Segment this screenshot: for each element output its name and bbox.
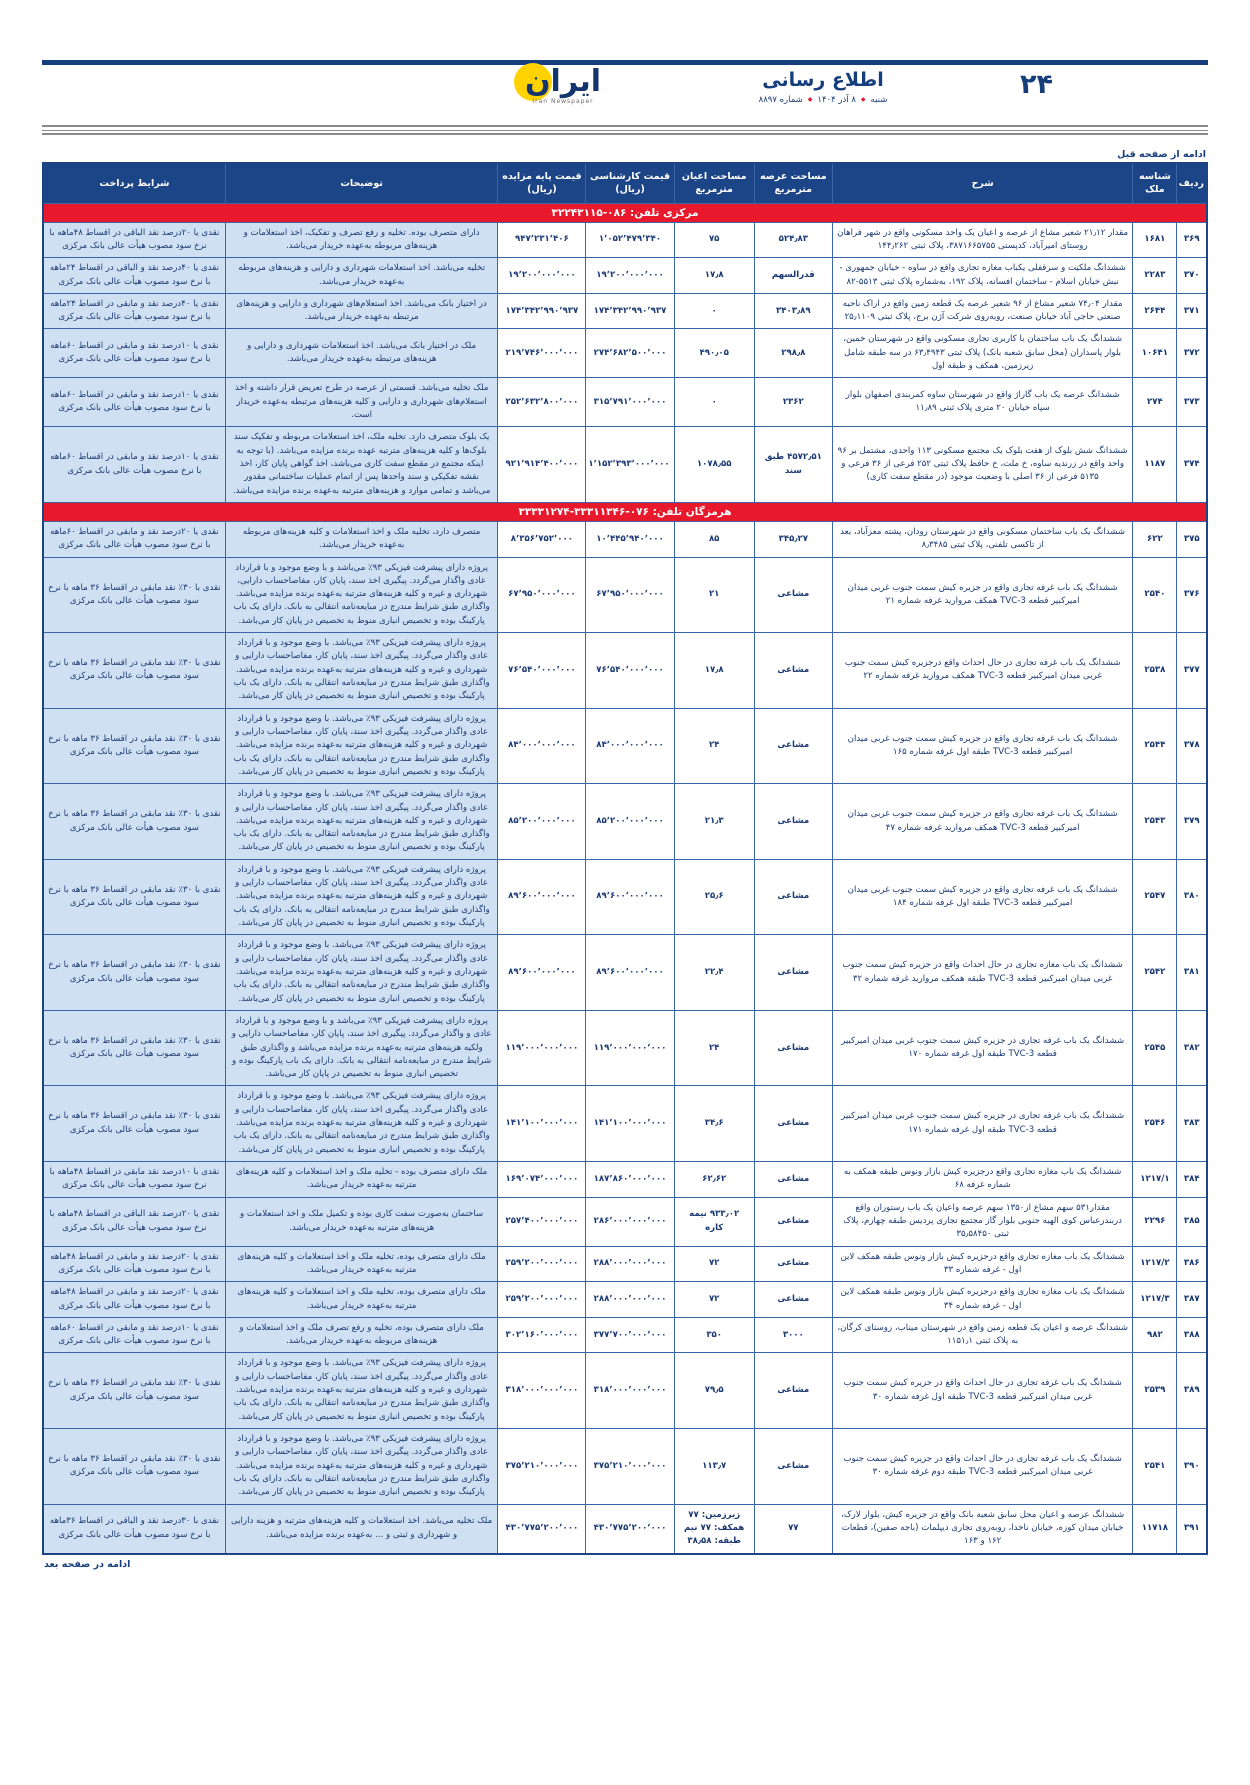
r-sharh: ششدانگ یک باب غرفه تجاری در جزیره کیش سمت جنوب غربی میدان امیرکبیر قطعه TVC-3 طبقه اول غرفه شماره ۱۷۰ [832,1010,1133,1086]
r-arseh: مشاعی [754,1010,832,1086]
r-arseh: ۲۳۶۲ [754,378,832,427]
r-arseh: ۴۵۷۲٫۵۱ طبق سند [754,427,832,503]
r-id: ۱۱۷۱۸ [1133,1504,1177,1553]
r-sharh: مقدار۵۳۱ سهم مشاع از۱۳۵۰ سهم عرصه واعیان یک باب رستوران واقع دربندرعباس کوی الهیه جنوبی بلوار گاز مجتمع تجاری پردیس طبقه چهارم، پلاک ثبتی ۳۵٫۵۸۴۵۰ [832,1197,1133,1246]
r-paye: ۱۷۴٬۳۴۲٬۹۹۰٬۹۳۷ [498,293,586,329]
r-arseh: ۵۲۴٫۸۳ [754,222,832,258]
r-tozihat: ملک دارای متصرف بوده، تخلیه ملک و اخذ استعلامات و کلیه هزینه‌های مترتبه به‌عهده خریدار می‌باشد. [225,1282,497,1318]
r-tozihat: پروژه دارای پیشرفت فیزیکی ۹۳٪ می‌باشد. با وضع موجود و با قرارداد عادی واگذار می‌گردد. پیگیری اخذ سند، پایان کار، مفاصاحساب دارایی و شهرداری و غیره و کلیه هزینه‌های مترتبه به‌عهده برنده مزایده می‌باشد. واگذاری طبق شرایط مندرج در مبایعه‌نامه انتقالی به بانک. دارای یک باب پارکینگ بوده و تخصیص انباری منوط به تخصیص در پایان کار می‌باشد. [225,784,497,860]
r-karshenasi: ۲۸۶٬۰۰۰٬۰۰۰٬۰۰۰ [586,1197,674,1246]
r-tozihat: ملک دارای متصرف بوده، تخلیه ملک و اخذ استعلامات و کلیه هزینه‌های مترتبه به‌عهده خریدار می‌باشد. [225,1246,497,1282]
table-row [43,427,1207,503]
r-arseh: ۷۷ [754,1504,832,1553]
r-karshenasi: ۷۶٬۵۴۰٬۰۰۰٬۰۰۰ [586,633,674,709]
r-sharayet: نقدی یا ۲۰درصد نقد و مابقی در اقساط ۴۸ماهه با نرخ سود مصوب هیأت عالی بانک مرکزی [43,1282,225,1318]
r-id: ۱۲۱۷/۳ [1133,1282,1177,1318]
page-title: اطلاع رسانی [762,69,884,91]
r-radif: ۳۹۰ [1177,1429,1207,1505]
table-row [43,258,1207,294]
r-sharayet: نقدی با ۳۰٪ نقد مابقی در اقساط ۳۶ ماهه با نرخ سود مصوب هیأت عالی بانک مرکزی [43,859,225,935]
r-sharayet: نقدی یا ۲۰درصد نقد الباقی در اقساط ۴۸ماهه با نرخ سود مصوب هیأت عالی بانک مرکزی [43,1197,225,1246]
r-id: ۲۵۴۶ [1133,1086,1177,1162]
r-id: ۲۵۴۰ [1133,557,1177,633]
r-id: ۱۲۱۷/۱ [1133,1162,1177,1198]
auction-listings-table [42,162,1208,1555]
r-paye: ۳۱۸٬۰۰۰٬۰۰۰٬۰۰۰ [498,1353,586,1429]
r-tozihat: پروژه دارای پیشرفت فیزیکی ۹۳٪ می‌باشد. با وضع موجود و با قرارداد عادی واگذار می‌گردد. پیگیری اخذ سند، پایان کار، مفاصاحساب دارایی و شهرداری و غیره و کلیه هزینه‌های مترتبه به‌عهده برنده مزایده می‌باشد. واگذاری طبق شرایط مندرج در مبایعه‌نامه انتقالی به بانک. دارای یک باب پارکینگ بوده و تخصیص انباری منوط به تخصیص در پایان کار می‌باشد. [225,859,497,935]
r-sharayet: نقدی با ۳۰٪ نقد مابقی در اقساط ۳۶ ماهه با نرخ سود مصوب هیأت عالی بانک مرکزی [43,784,225,860]
r-sharh: ششدانگ یک باب غرفه تجاری در حال احداث واقع در جزیره کیش سمت جنوب غربی میدان امیرکبیر قطعه TVC-3 طبقه دوم غرفه شماره ۳۰ [832,1429,1133,1505]
r-ayan: ۳۵۰ [674,1317,754,1353]
r-paye: ۷۶٬۵۴۰٬۰۰۰٬۰۰۰ [498,633,586,709]
diamond-icon [861,95,866,105]
col-header-0: ردیف [1177,163,1207,203]
r-id: ۲۲۹۶ [1133,1197,1177,1246]
r-ayan: ۹۳۳٫۰۲ نیمه کاره [674,1197,754,1246]
r-radif: ۳۸۴ [1177,1162,1207,1198]
r-id: ۱۶۸۱ [1133,222,1177,258]
r-sharh: ششدانگ یک باب مغازه تجاری واقع درجزیره کیش بازار ونوس طبقه همکف به شماره غرفه ۶۸ [832,1162,1133,1198]
r-tozihat: ملک تخلیه می‌باشد. قسمتی از عرصه در طرح تعریض قرار داشته و اخذ استعلام‌های شهرداری و دارایی و کلیه هزینه‌های مرتبطه به‌عهده خریدار است. [225,378,497,427]
table-row [43,633,1207,709]
r-sharh: ششدانگ ملکیت و سرقفلی یکباب مغازه تجاری واقع در ساوه - خیابان جمهوری - نبش خیابان اسلام - ساختمان افسانه، پلاک ۱۹۲، به‌شماره پلاک ثبتی ۵۵۱۳-۸۲ [832,258,1133,294]
r-tozihat: پروژه دارای پیشرفت فیزیکی ۹۳٪ می‌باشد. با وضع موجود و با قرارداد عادی واگذار می‌گردد. پیگیری اخذ سند، پایان کار، مفاصاحساب دارایی و شهرداری و غیره و کلیه هزینه‌های مترتبه به‌عهده برنده مزایده می‌باشد. واگذاری طبق شرایط مندرج در مبایعه‌نامه انتقالی به بانک. دارای یک باب پارکینگ بوده و تخصیص انباری منوط به تخصیص در پایان کار می‌باشد. [225,1429,497,1505]
r-radif: ۳۸۰ [1177,859,1207,935]
r-sharayet: نقدی با ۳۰٪ نقد مابقی در اقساط ۳۶ ماهه با نرخ سود مصوب هیأت عالی بانک مرکزی [43,1010,225,1086]
date: ۸ آذر ۱۴۰۴ [817,95,856,105]
r-sharh: ششدانگ عرصه یک باب گاراژ واقع در شهرستان ساوه کمربندی اصفهان بلوار سپاه خیابان ۲۰ متری پلاک ثبتی ۱۱٫۸۹ [832,378,1133,427]
r-tozihat: یک بلوک متصرف دارد. تخلیه ملک، اخذ استعلامات مربوطه و تفکیک سند بلوک‌ها و کلیه هزینه‌های مترتبه عهده برنده مزایده می‌باشد. (با توجه به اینکه مجتمع در مقطع سفت کاری می‌باشد، اخذ گواهی پایان کار، اخذ نقشه تفکیکی و سند واحدها پس از اتمام عملیات ساختمانی مقدور می‌باشد و تمامی موارد و هزینه‌های مترتبه به‌عهده برنده مزایده می‌باشد. [225,427,497,503]
r-id: ۱۰۶۴۱ [1133,329,1177,378]
r-radif: ۳۷۳ [1177,378,1207,427]
table-row [43,1504,1207,1553]
r-id: ۲۵۴۴ [1133,708,1177,784]
r-id: ۱۲۱۷/۲ [1133,1246,1177,1282]
r-ayan: ۰ [674,378,754,427]
r-karshenasi: ۲۸۸٬۰۰۰٬۰۰۰٬۰۰۰ [586,1282,674,1318]
r-arseh: مشاعی [754,708,832,784]
r-ayan: ۷۹٫۵ [674,1353,754,1429]
r-arseh: مشاعی [754,1246,832,1282]
r-arseh: مشاعی [754,1197,832,1246]
r-paye: ۸۵٬۲۰۰٬۰۰۰٬۰۰۰ [498,784,586,860]
r-id: ۶۲۲ [1133,521,1177,557]
r-sharh: ششدانگ یک باب غرفه تجاری در حال احداث واقع درجزیره کیش سمت جنوب غربی میدان امیرکبیر قطعه TVC-3 همکف مروارید غرفه شماره ۲۲ [832,633,1133,709]
r-tozihat: پروژه دارای پیشرفت فیزیکی ۹۳٪ می‌باشد. با وضع موجود و با قرارداد عادی واگذار می‌گردد. پیگیری اخذ سند، پایان کار، مفاصاحساب دارایی و شهرداری و غیره و کلیه هزینه‌های مترتبه به‌عهده برنده مزایده می‌باشد. واگذاری طبق شرایط مندرج در مبایعه‌نامه انتقالی به بانک. دارای یک باب پارکینگ بوده و تخصیص انباری منوط به تخصیص در پایان کار می‌باشد. [225,1086,497,1162]
r-radif: ۳۹۱ [1177,1504,1207,1553]
r-sharayet: نقدی یا ۱۰درصد نقد و مابقی در اقساط ۶۰ماهه با نرخ سود مصوب هیأت عالی بانک مرکزی [43,1317,225,1353]
table-row [43,293,1207,329]
table-row [43,521,1207,557]
r-id: ۲۵۳۹ [1133,1353,1177,1429]
r-paye: ۹۲۱٬۹۱۴٬۴۰۰٬۰۰۰ [498,427,586,503]
r-sharayet: نقدی یا ۲۰درصد نقد و مابقی در اقساط ۴۸ماهه با نرخ سود مصوب هیأت عالی بانک مرکزی [43,1246,225,1282]
r-sharayet: نقدی یا ۱۰درصد نقد و مابقی در اقساط ۶۰ماهه با نرخ سود مصوب هیأت عالی بانک مرکزی [43,329,225,378]
r-sharayet: نقدی با ۱۰درصد نقد مابقی در اقساط ۴۸ماهه با نرخ سود مصوب هیأت عالی بانک مرکزی [43,1162,225,1198]
r-radif: ۳۸۶ [1177,1246,1207,1282]
table-row [43,1086,1207,1162]
r-ayan: ۷۲ [674,1246,754,1282]
continued-next-label: ادامه در صفحه بعد [44,1558,131,1570]
r-sharayet: نقدی یا ۱۰درصد نقد و مابقی در اقساط ۶۰ماهه با نرخ مصوب هیأت عالی بانک مرکزی [43,427,225,503]
r-ayan: ۲۵٫۶ [674,859,754,935]
r-paye: ۸٬۳۵۶٬۷۵۲٬۰۰۰ [498,521,586,557]
r-ayan: ۶۲٫۶۲ [674,1162,754,1198]
r-tozihat: پروژه دارای پیشرفت فیزیکی ۹۳٪ می‌باشد. با وضع موجود و با قرارداد عادی واگذار می‌گردد. پیگیری اخذ سند، پایان کار، مفاصاحساب دارایی و شهرداری و غیره و کلیه هزینه‌های مترتبه به‌عهده برنده مزایده می‌باشد. واگذاری طبق شرایط مندرج در مبایعه‌نامه انتقالی به بانک. دارای یک باب پارکینگ بوده و تخصیص انباری منوط به تخصیص در پایان کار می‌باشد. [225,935,497,1011]
r-sharayet: نقدی یا ۱۰درصد نقد و مابقی در اقساط ۶۰ماهه با نرخ سود مصوب هیأت عالی بانک مرکزی [43,378,225,427]
r-radif: ۳۷۶ [1177,557,1207,633]
r-paye: ۸۹٬۶۰۰٬۰۰۰٬۰۰۰ [498,859,586,935]
table-row [43,1429,1207,1505]
table-row [43,1282,1207,1318]
r-tozihat: ملک در اختیار بانک می‌باشد. اخذ استعلامات شهرداری و دارایی و هزینه‌های مرتبطه به‌عهده خریدار می‌باشد. [225,329,497,378]
r-tozihat: در اختیار بانک می‌باشد. اخذ استعلام‌های شهرداری و دارایی و هزینه‌های مرتبطه به‌عهده خریدار می‌باشد. [225,293,497,329]
table-row [43,1353,1207,1429]
table-row [43,222,1207,258]
r-tozihat: پروژه دارای پیشرفت فیزیکی ۹۳٪ می‌باشد. با وضع موجود و با قرارداد عادی واگذار می‌گردد. پیگیری اخذ سند، پایان کار، مفاصاحساب دارایی و شهرداری و غیره و کلیه هزینه‌های مترتبه به‌عهده برنده مزایده می‌باشد. واگذاری طبق شرایط مندرج در مبایعه‌نامه انتقالی به بانک. دارای یک باب پارکینگ بوده و تخصیص انباری منوط به تخصیص در پایان کار می‌باشد. [225,708,497,784]
r-arseh: مشاعی [754,859,832,935]
r-paye: ۲۵۲٬۶۳۲٬۸۰۰٬۰۰۰ [498,378,586,427]
r-paye: ۱۴۱٬۱۰۰٬۰۰۰٬۰۰۰ [498,1086,586,1162]
table-row [43,1162,1207,1198]
r-sharh: ششدانگ یک باب غرفه تجاری واقع در جزیره کیش سمت جنوب غربی میدان امیرکبیر قطعه TVC-3 طبقه اول غرفه شماره ۱۸۴ [832,859,1133,935]
section-header-row [43,502,1207,521]
r-id: ۲۵۴۵ [1133,1010,1177,1086]
r-ayan: ۷۲ [674,1282,754,1318]
r-radif: ۳۸۷ [1177,1282,1207,1318]
r-arseh: مشاعی [754,1282,832,1318]
listings-tbody [43,203,1207,1553]
r-tozihat: ملک دارای متصرف بوده - تخلیه ملک و اخذ استعلامات و کلیه هزینه‌های مترتبه به‌عهده خریدار می‌باشد. [225,1162,497,1198]
logo-text: ایران [524,64,602,99]
r-paye: ۱۶۹٬۰۷۴٬۰۰۰٬۰۰۰ [498,1162,586,1198]
r-arseh: ۲۹۸٫۸ [754,329,832,378]
col-header-4: مساحت اعیان مترمربع [674,163,754,203]
r-tozihat: متصرف دارد، تخلیه ملک و اخذ استعلامات و کلیه هزینه‌های مربوطه به‌عهده خریدار می‌باشد. [225,521,497,557]
col-header-2: شرح [832,163,1133,203]
r-radif: ۳۷۴ [1177,427,1207,503]
header-row [43,163,1207,203]
col-header-3: مساحت عرصه مترمربع [754,163,832,203]
r-karshenasi: ۳۷۷٬۷۰۰٬۰۰۰٬۰۰۰ [586,1317,674,1353]
section-title: هرمزگان تلفن: ۰۷۶-۳۳۳۱۱۳۴۶-۳۳۳۳۱۲۷۴ [43,502,1207,521]
r-id: ۲۵۴۱ [1133,1429,1177,1505]
r-arseh: مشاعی [754,1353,832,1429]
page-number: ۲۴ [1020,69,1053,100]
r-radif: ۳۸۲ [1177,1010,1207,1086]
divider-rule [42,125,1208,135]
r-sharh: ششدانگ عرصه و اعیان یک قطعه زمین واقع در شهرستان میناب، روستای کرگان، به پلاک ثبتی ۱۱۵۱٫۱ [832,1317,1133,1353]
r-karshenasi: ۳۱۸٬۰۰۰٬۰۰۰٬۰۰۰ [586,1353,674,1429]
r-radif: ۳۷۹ [1177,784,1207,860]
weekday: شنبه [870,95,888,105]
r-tozihat: پروژه دارای پیشرفت فیزیکی ۹۳٪ می‌باشد و با وضع موجود و با قرارداد عادی و واگذار می‌گردد. پیگیری اخذ سند، پایان کار، مفاصاحساب دارایی و ولکیه هزینه‌های مترتبه به‌عهده برنده مزایده می‌باشد و واگذاری طبق شرایط مندرج در مبایعه‌نامه انتقالی به بانک. دارای یک باب پارکینگ بوده و تخصیص انباری منوط به تخصیص در پایان کار می‌باشد. [225,1010,497,1086]
r-sharh: ششدانگ شش بلوک از هفت بلوک یک مجتمع مسکونی ۱۱۳ واحدی، مشتمل بر ۹۶ واحد واقع در زرندیه ساوه، خ ملت، خ حافظ پلاک ثبتی ۲۵۲ فرعی از ۳۶ فرعی و ۵۱۳۵ فرعی از ۳۶ اصلی با وضعیت موجود (در مقطع سفت کاری) [832,427,1133,503]
r-sharh: ششدانگ یک باب غرفه تجاری در جزیره کیش سمت جنوب غربی میدان امیرکبیر قطعه TVC-3 طبقه اول غرفه شماره ۱۷۱ [832,1086,1133,1162]
table-row [43,708,1207,784]
r-sharayet: نقدی با ۳۰٪ نقد مابقی در اقساط ۳۶ ماهه با نرخ سود مصوب هیأت عالی بانک مرکزی [43,1353,225,1429]
r-sharayet: نقدی یا ۴۰درصد نقد و مابقی در اقساط ۲۴ماهه با نرخ سود مصوب هیأت عالی بانک مرکزی [43,293,225,329]
r-ayan: ۱۰۷۸٫۵۵ [674,427,754,503]
r-radif: ۳۸۵ [1177,1197,1207,1246]
table-row [43,378,1207,427]
r-ayan: ۱۱۳٫۷ [674,1429,754,1505]
r-radif: ۳۷۷ [1177,633,1207,709]
r-sharayet: نقدی با ۳۰٪ نقد مابقی در اقساط ۳۶ ماهه با نرخ سود مصوب هیأت عالی بانک مرکزی [43,935,225,1011]
table-row [43,784,1207,860]
table-row [43,557,1207,633]
r-sharayet: نقدی یا ۲۰درصد نقد و مابقی در اقساط ۶۰ماهه با نرخ سود مصوب هیأت عالی بانک مرکزی [43,521,225,557]
r-sharh: مقدار ۷۴٫۰۴ شعیر مشاع از ۹۶ شعیر عرصه یک قطعه زمین واقع در اراک ناحیه صنعتی حاجی آباد خیابان صنعت، روبه‌روی شرکت آژن برج، پلاک ثبتی ۲۵٫۱۱۰۹ [832,293,1133,329]
r-id: ۱۱۸۷ [1133,427,1177,503]
r-sharayet: نقدی با ۳۰٪ نقد مابقی در اقساط ۳۶ ماهه با نرخ سود مصوب هیأت عالی بانک مرکزی [43,633,225,709]
r-paye: ۱۹٬۲۰۰٬۰۰۰٬۰۰۰ [498,258,586,294]
table-row [43,329,1207,378]
r-arseh: مشاعی [754,633,832,709]
r-ayan: ۱۷٫۸ [674,258,754,294]
r-radif: ۳۶۹ [1177,222,1207,258]
r-karshenasi: ۱۴۱٬۱۰۰٬۰۰۰٬۰۰۰ [586,1086,674,1162]
r-sharh: ششدانگ یک باب مغازه تجاری در حال احداث واقع در جزیره کیش سمت جنوب غربی میدان امیرکبیر قطعه TVC-3 طبقه همکف مروارید غرفه شماره ۳۲ [832,935,1133,1011]
title-block [738,69,908,105]
r-ayan: ۴۹۰٫۰۵ [674,329,754,378]
r-sharayet: نقدی یا ۲۰درصد نقد الباقی در اقساط ۴۸ماهه با نرخ سود مصوب هیأت عالی بانک مرکزی [43,222,225,258]
r-paye: ۴۳۰٬۷۷۵٬۲۰۰٬۰۰۰ [498,1504,586,1553]
r-sharh: ششدانگ عرصه و اعیان محل سابق شعبه بانک واقع در جزیره کیش، بلوار لارک، خیابان میدان کوزه، خیابان ناخدا، روبه‌روی تجاری دیپلمات (باجه صفین)، قطعات ۱۶۲ و ۱۶۳ [832,1504,1133,1553]
continued-from-label: ادامه از صفحه قبل [1117,149,1206,160]
r-karshenasi: ۸۹٬۶۰۰٬۰۰۰٬۰۰۰ [586,859,674,935]
r-paye: ۲۵۷٬۴۰۰٬۰۰۰٬۰۰۰ [498,1197,586,1246]
r-sharh: ششدانگ یک باب غرفه تجاری واقع در جزیره کیش سمت جنوب غربی میدان امیرکبیر قطعه TVC-3 همکف مروارید غرفه شماره ۲۱ [832,557,1133,633]
r-id: ۲۵۴۲ [1133,935,1177,1011]
r-sharh: ششدانگ یک باب مغازه تجاری واقع درجزیره کیش بازار ونوس طبقه همکف لاین اول - غرفه شماره ۳۴ [832,1282,1133,1318]
r-sharh: مقدار ۲۱٫۱۲ شعیر مشاع از عرصه و اعیان یک واحد مسکونی واقع در شهر فراهان روستای امیرآباد، کدپستی ۳۸۷۱۶۶۵۷۵۵، پلاک ثبتی ۱۴۴٫۲۶۲ [832,222,1133,258]
r-tozihat: ملک تخلیه می‌باشد. اخذ استعلامات و کلیه هزینه‌های مترتبه و هزینه دارایی و شهرداری و ثبتی و ... به‌عهده برنده مزایده می‌باشد. [225,1504,497,1553]
r-id: ۲۷۴ [1133,378,1177,427]
r-karshenasi: ۱٬۰۵۲٬۴۷۹٬۳۴۰ [586,222,674,258]
r-tozihat: پروژه دارای پیشرفت فیزیکی ۹۳٪ می‌باشد. با وضع موجود و با قرارداد عادی واگذار می‌گردد. پیگیری اخذ سند، پایان کار، مفاصاحساب دارایی و شهرداری و غیره و کلیه هزینه‌های مترتبه به‌عهده برنده مزایده می‌باشد. واگذاری طبق شرایط مندرج در مبایعه‌نامه انتقالی به بانک. دارای یک باب پارکینگ بوده و تخصیص انباری منوط به تخصیص در پایان کار می‌باشد. [225,1353,497,1429]
r-karshenasi: ۱۱۹٬۰۰۰٬۰۰۰٬۰۰۰ [586,1010,674,1086]
col-header-8: شرایط پرداخت [43,163,225,203]
r-sharh: ششدانگ یک باب غرفه تجاری واقع در جزیره کیش سمت جنوب غربی میدان امیرکبیر قطعه TVC-3 طبقه اول غرفه شماره ۱۶۵ [832,708,1133,784]
col-header-5: قیمت کارشناسی (ریال) [586,163,674,203]
r-karshenasi: ۲۸۸٬۰۰۰٬۰۰۰٬۰۰۰ [586,1246,674,1282]
r-radif: ۳۸۸ [1177,1317,1207,1353]
r-arseh: مشاعی [754,935,832,1011]
r-karshenasi: ۱۰٬۴۴۵٬۹۴۰٬۰۰۰ [586,521,674,557]
r-tozihat: دارای متصرف بوده. تخلیه و رفع تصرف و تفکیک، اخذ استعلامات و هزینه‌های مربوطه به‌عهده خریدار می‌باشد. [225,222,497,258]
r-karshenasi: ۱۹٬۲۰۰٬۰۰۰٬۰۰۰ [586,258,674,294]
r-sharayet: نقدی با ۳۰٪ نقد مابقی در اقساط ۳۶ ماهه با نرخ سود مصوب هیأت عالی بانک مرکزی [43,708,225,784]
section-header-row [43,203,1207,222]
r-radif: ۳۸۹ [1177,1353,1207,1429]
r-sharayet: نقدی با ۳۰٪ نقد مابقی در اقساط ۳۶ ماهه با نرخ سود مصوب هیأت عالی بانک مرکزی [43,1086,225,1162]
r-id: ۲۶۴۴ [1133,293,1177,329]
col-header-1: شناسه ملک [1133,163,1177,203]
r-karshenasi: ۳۷۵٬۲۱۰٬۰۰۰٬۰۰۰ [586,1429,674,1505]
table-row [43,1197,1207,1246]
table-row [43,1317,1207,1353]
r-ayan: ۲۱٫۳ [674,784,754,860]
r-ayan: ۲۱ [674,557,754,633]
r-karshenasi: ۱٬۱۵۲٬۳۹۳٬۰۰۰٬۰۰۰ [586,427,674,503]
col-header-6: قیمت پایه مزایده (ریال) [498,163,586,203]
r-karshenasi: ۱۸۷٬۸۶۰٬۰۰۰٬۰۰۰ [586,1162,674,1198]
r-karshenasi: ۲۷۴٬۶۸۲٬۵۰۰٬۰۰۰ [586,329,674,378]
r-arseh: مشاعی [754,557,832,633]
r-ayan: ۱۷٫۸ [674,633,754,709]
r-karshenasi: ۸۵٬۲۰۰٬۰۰۰٬۰۰۰ [586,784,674,860]
r-sharh: ششدانگ یک باب مغازه تجاری واقع درجزیره کیش بازار ونوس طبقه همکف لاین اول - غرفه شماره ۳۳ [832,1246,1133,1282]
issue-number: شماره ۸۸۹۷ [758,95,803,105]
r-sharayet: نقدی با ۳۰٪ نقد مابقی در اقساط ۳۶ ماهه با نرخ سود مصوب هیأت عالی بانک مرکزی [43,1429,225,1505]
r-id: ۲۲۸۳ [1133,258,1177,294]
r-paye: ۹۴۷٬۲۳۱٬۴۰۶ [498,222,586,258]
r-paye: ۲۵۹٬۲۰۰٬۰۰۰٬۰۰۰ [498,1282,586,1318]
r-radif: ۳۷۱ [1177,293,1207,329]
r-arseh: ۳۴۰۳٫۸۹ [754,293,832,329]
r-paye: ۶۷٬۹۵۰٬۰۰۰٬۰۰۰ [498,557,586,633]
r-paye: ۲۵۹٬۲۰۰٬۰۰۰٬۰۰۰ [498,1246,586,1282]
r-ayan: ۲۴ [674,708,754,784]
r-tozihat: ملک دارای متصرف بوده، تخلیه و رفع تصرف ملک و اخذ استعلامات و هزینه‌های مربوطه به‌عهده خریدار می‌باشد. [225,1317,497,1353]
col-header-7: توضیحات [225,163,497,203]
iran-newspaper-logo [508,65,618,105]
r-sharh: ششدانگ یک باب ساختمان مسکونی واقع در شهرستان رودان، پشته معزآباد، بعد از تاکسی تلفنی، پلاک ثبتی ۸٫۳۴۸۵ [832,521,1133,557]
r-tozihat: پروژه دارای پیشرفت فیزیکی ۹۳٪ می‌باشد و با وضع موجود و با قرارداد عادی واگذار می‌گردد. پیگیری اخذ سند، پایان کار، مفاصاحساب دارایی، شهرداری و غیره و کلیه هزینه‌های مترتبه به‌عهده برنده مزایده می‌باشد. واگذاری طبق شرایط مندرج در مبایعه‌نامه انتقالی به بانک. دارای یک باب پارکینگ بوده و تخصیص انباری منوط به تخصیص در پایان کار می‌باشد. [225,557,497,633]
r-karshenasi: ۸۴٬۰۰۰٬۰۰۰٬۰۰۰ [586,708,674,784]
r-tozihat: تخلیه می‌باشد. اخذ استعلامات شهرداری و دارایی و هزینه‌های مربوطه به‌عهده خریدار می‌باشد. [225,258,497,294]
r-sharayet: نقدی با ۳۰٪ نقد مابقی در اقساط ۳۶ ماهه با نرخ سود مصوب هیأت عالی بانک مرکزی [43,557,225,633]
table-row [43,859,1207,935]
r-ayan: ۰ [674,293,754,329]
r-arseh: مشاعی [754,1086,832,1162]
r-ayan: ۲۴ [674,1010,754,1086]
r-sharh: ششدانگ یک باب غرفه تجاری واقع در جزیره کیش سمت جنوب غربی میدان امیرکبیر قطعه TVC-3 همکف مروارید غرفه شماره ۴۷ [832,784,1133,860]
r-radif: ۳۷۸ [1177,708,1207,784]
r-radif: ۳۷۵ [1177,521,1207,557]
r-arseh: مشاعی [754,1162,832,1198]
r-ayan: ۷۵ [674,222,754,258]
r-radif: ۳۸۱ [1177,935,1207,1011]
r-paye: ۲۱۹٬۷۴۶٬۰۰۰٬۰۰۰ [498,329,586,378]
r-paye: ۳۰۲٬۱۶۰٬۰۰۰٬۰۰۰ [498,1317,586,1353]
r-karshenasi: ۸۹٬۶۰۰٬۰۰۰٬۰۰۰ [586,935,674,1011]
table-row [43,1246,1207,1282]
r-ayan: زیرزمین: ۷۷ همکف: ۷۷ نیم طبقه: ۳۸٫۵۸ [674,1504,754,1553]
logo-subtext: Iran Newspaper [532,98,594,105]
r-radif: ۳۷۰ [1177,258,1207,294]
r-radif: ۳۷۲ [1177,329,1207,378]
r-tozihat: پروژه دارای پیشرفت فیزیکی ۹۳٪ می‌باشد. با وضع موجود و با قرارداد عادی واگذار می‌گردد. پیگیری اخذ سند، پایان کار، مفاصاحساب دارایی و شهرداری و غیره و کلیه هزینه‌های مترتبه به‌عهده برنده مزایده می‌باشد. واگذاری طبق شرایط مندرج در مبایعه‌نامه انتقالی به بانک. دارای یک باب پارکینگ بوده و تخصیص انباری منوط به تخصیص در پایان کار می‌باشد. [225,633,497,709]
r-arseh: ۳۰۰۰ [754,1317,832,1353]
r-paye: ۱۱۹٬۰۰۰٬۰۰۰٬۰۰۰ [498,1010,586,1086]
diamond-icon [808,95,813,105]
r-karshenasi: ۳۱۵٬۷۹۱٬۰۰۰٬۰۰۰ [586,378,674,427]
r-id: ۲۵۳۸ [1133,633,1177,709]
r-paye: ۸۹٬۶۰۰٬۰۰۰٬۰۰۰ [498,935,586,1011]
r-paye: ۸۴٬۰۰۰٬۰۰۰٬۰۰۰ [498,708,586,784]
r-arseh: قدرالسهم [754,258,832,294]
r-ayan: ۳۴٫۶ [674,1086,754,1162]
table-row [43,1010,1207,1086]
r-arseh: مشاعی [754,1429,832,1505]
r-karshenasi: ۶۷٬۹۵۰٬۰۰۰٬۰۰۰ [586,557,674,633]
r-sharayet: نقدی با ۳۰درصد نقد و الباقی در اقساط ۳۶ماهه با نرخ سود مصوب هیأت عالی بانک مرکزی [43,1504,225,1553]
r-sharh: ششدانگ یک باب ساختمان با کاربری تجاری مسکونی واقع در شهرستان خمین، بلوار پاسداران (محل سابق شعبه بانک) پلاک ثبتی ۶۳٫۴۹۴۳ در سه طبقه شامل زیرزمین، همکف و طبقه اول [832,329,1133,378]
r-arseh: ۳۴۵٫۲۷ [754,521,832,557]
r-tozihat: ساختمان به‌صورت سفت کاری بوده و تکمیل ملک و اخذ استعلامات و هزینه‌های مترتبه به‌عهده خریدار می‌باشد. [225,1197,497,1246]
masthead [42,65,1208,121]
r-karshenasi: ۴۳۰٬۷۷۵٬۲۰۰٬۰۰۰ [586,1504,674,1553]
date-line [738,95,908,105]
r-sharh: ششدانگ یک باب غرفه تجاری در حال احداث واقع در جزیره کیش سمت جنوب غربی میدان امیرکبیر قطعه TVC-3 طبقه اول غرفه شماره ۳۰ [832,1353,1133,1429]
r-ayan: ۲۲٫۴ [674,935,754,1011]
r-id: ۹۸۲ [1133,1317,1177,1353]
r-radif: ۳۸۳ [1177,1086,1207,1162]
r-ayan: ۸۵ [674,521,754,557]
section-title: مرکزی تلفن: ۰۸۶-۳۲۲۴۳۱۱۵ [43,203,1207,222]
r-sharayet: نقدی یا ۴۰درصد نقد و الباقی در اقساط ۲۴ماهه با نرخ سود مصوب هیأت عالی بانک مرکزی [43,258,225,294]
r-id: ۲۵۴۷ [1133,859,1177,935]
r-id: ۲۵۴۳ [1133,784,1177,860]
r-arseh: مشاعی [754,784,832,860]
table-row [43,935,1207,1011]
r-karshenasi: ۱۷۴٬۳۴۲٬۹۹۰٬۹۳۷ [586,293,674,329]
r-paye: ۳۷۵٬۲۱۰٬۰۰۰٬۰۰۰ [498,1429,586,1505]
